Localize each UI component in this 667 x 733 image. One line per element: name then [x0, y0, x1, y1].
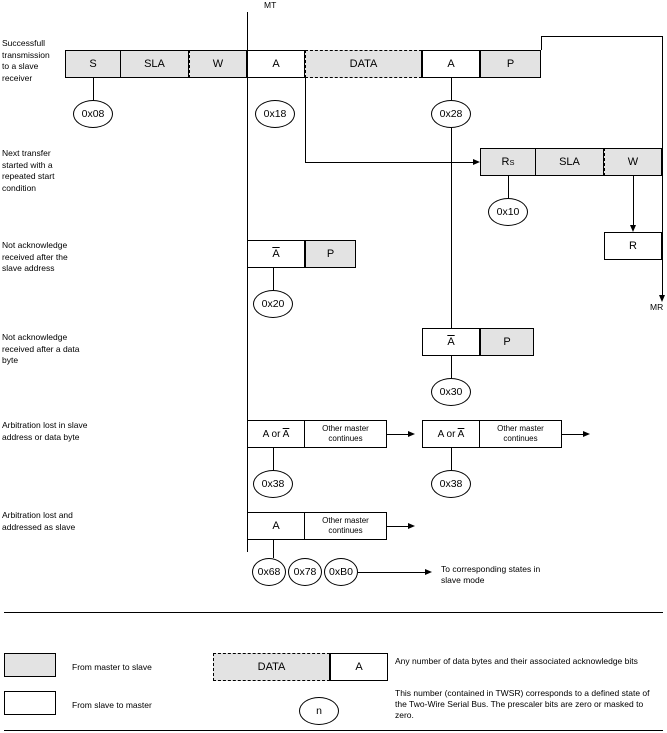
cell-ack-1: A	[247, 50, 305, 78]
line-arb-lost-2-code	[451, 448, 452, 470]
cell-nack-data-stop: P	[480, 328, 534, 356]
state-code-0x78: 0x78	[288, 558, 322, 586]
line-data-ack-code	[451, 78, 452, 100]
line-ack2-down-to-nack-data	[451, 128, 452, 328]
cell-repeated-sla: SLA	[536, 148, 604, 176]
cell-stop: P	[480, 50, 541, 78]
separator-top	[4, 612, 663, 613]
other-master-note-3: Other master continues	[305, 512, 387, 540]
cell-repeated-start	[480, 148, 536, 176]
other-master-note-1: Other master continues	[305, 420, 387, 448]
cell-data: DATA	[305, 50, 422, 78]
state-code-0xb0: 0xB0	[324, 558, 358, 586]
line-p-up	[541, 36, 542, 50]
other-master-note-2: Other master continues	[480, 420, 562, 448]
row-label-arbitration-lost-slave: Arbitration lost and addressed as slave	[2, 510, 76, 532]
cell-sla: SLA	[121, 50, 189, 78]
line-right-edge-down	[662, 36, 663, 298]
cell-w: W	[189, 50, 247, 78]
row-label-nack-data: Not acknowledge received after a data byte	[2, 332, 80, 365]
cell-arb-lost-2	[422, 420, 480, 448]
state-code-0x38-b: 0x38	[431, 470, 471, 498]
legend-note-n: This number (contained in TWSR) corresponds to a defined state of the Two-Wire Serial Bus. The prescaler bits are zero or masked to zero.	[395, 688, 650, 720]
line-start-code	[93, 78, 94, 100]
line-nack-data-code	[451, 356, 452, 378]
line-repeated-code	[508, 176, 509, 198]
state-code-0x10: 0x10	[488, 198, 528, 226]
state-code-0x18: 0x18	[255, 100, 295, 128]
cell-start: S	[65, 50, 121, 78]
legend-ellipse-n: n	[299, 697, 339, 725]
line-nack-address-code	[273, 268, 274, 290]
arrow-into-repeated-start	[473, 159, 480, 165]
cell-arb-lost-1	[247, 420, 305, 448]
cell-nack-address-text: $\overline{A}$	[272, 248, 280, 260]
line-to-slave-mode	[358, 572, 426, 573]
line-arb-lost-1-code	[273, 448, 274, 470]
marker-mr: MR	[650, 302, 664, 312]
cell-arb-lost-2-text: A or $\overline{A}$	[437, 428, 465, 440]
cell-nack-data	[422, 328, 480, 356]
legend-label-slave-to-master: From slave to master	[72, 700, 152, 710]
line-arb-slave-codes	[273, 540, 274, 558]
arrow-mr-down	[659, 295, 665, 302]
state-code-0x08: 0x08	[73, 100, 113, 128]
arrow-other-master-1	[408, 431, 415, 437]
line-p-to-right-edge	[541, 36, 663, 37]
legend-swatch-master-to-slave	[4, 653, 56, 677]
cell-arb-lost-slave: A	[247, 512, 305, 540]
cell-nack-address	[247, 240, 305, 268]
cell-repeated-w: W	[604, 148, 662, 176]
arrow-down-to-r	[630, 225, 636, 232]
legend-note-data: Any number of data bytes and their associated acknowledge bits	[395, 656, 638, 666]
row-label-arbitration-lost: Arbitration lost in slave address or data byte	[2, 420, 88, 442]
row-label-repeated-start: Next transfer started with a repeated start condition	[2, 148, 55, 193]
state-code-0x30: 0x30	[431, 378, 471, 406]
cell-arb-lost-1-text: A or $\overline{A}$	[262, 428, 290, 440]
cell-ack-2: A	[422, 50, 480, 78]
state-code-0x20: 0x20	[253, 290, 293, 318]
cell-repeated-start-text: R	[501, 156, 510, 168]
marker-mt: MT	[264, 0, 277, 10]
separator-bottom	[4, 730, 663, 731]
arrow-other-master-3	[408, 523, 415, 529]
line-other-master-1	[387, 434, 409, 435]
legend-label-master-to-slave: From master to slave	[72, 662, 152, 672]
cell-nack-data-text: $\overline{A}$	[447, 336, 455, 348]
row-label-nack-address: Not acknowledge received after the slave address	[2, 240, 68, 273]
state-code-0x28: 0x28	[431, 100, 471, 128]
line-w-down-to-r	[633, 176, 634, 225]
cell-read: R	[604, 232, 662, 260]
arrow-other-master-2	[583, 431, 590, 437]
legend-swatch-slave-to-master	[4, 691, 56, 715]
legend-cell-ack: A	[330, 653, 388, 681]
mt-main-vertical-line	[247, 12, 248, 552]
state-code-0x68: 0x68	[252, 558, 286, 586]
row-label-success: Successfull transmission to a slave receiver	[2, 38, 50, 83]
line-other-master-2	[562, 434, 584, 435]
arrow-to-slave-mode	[425, 569, 432, 575]
line-data-down-to-repeated	[305, 78, 306, 162]
legend-cell-data: DATA	[213, 653, 330, 681]
state-code-0x38-a: 0x38	[253, 470, 293, 498]
line-into-repeated-start	[305, 162, 473, 163]
cell-nack-address-stop: P	[305, 240, 356, 268]
cell-repeated-start-sub: S	[509, 157, 515, 167]
slave-mode-note: To corresponding states in slave mode	[441, 564, 541, 585]
line-other-master-3	[387, 526, 409, 527]
